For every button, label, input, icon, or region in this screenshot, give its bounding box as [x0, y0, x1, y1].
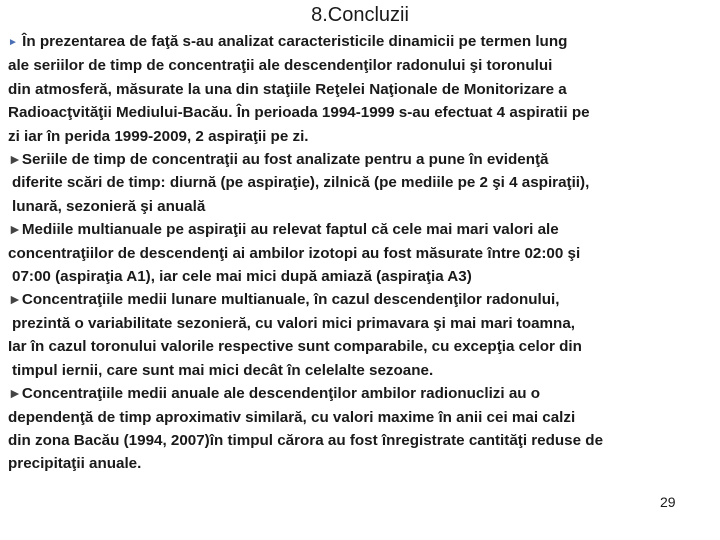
- paragraph-1-line-1: [8, 30, 716, 54]
- bullet-icon: ►: [8, 221, 22, 238]
- paragraph-1-line-2: ale seriilor de timp de concentraţii ale descendenţilor radonului şi toronului: [8, 57, 553, 75]
- paragraph-5-line-3: din zona Bacău (1994, 2007)în timpul cărora au fost înregistrate cantităţi reduse de: [8, 431, 604, 449]
- paragraph-3-line-1: [8, 218, 716, 241]
- paragraph-2-line-1: [8, 148, 716, 171]
- paragraph-3-line-2: concentraţiilor de descendenţi ai ambilor izotopi au fost măsurate între 02:00 şi: [8, 244, 581, 262]
- paragraph-4-line-1: [8, 288, 716, 311]
- bullet-icon: ►: [8, 291, 22, 308]
- paragraph-5-line-1: [8, 382, 716, 405]
- paragraph-4-line-3: Iar în cazul toronului valorile respective sunt comparabile, cu excepţia celor din: [8, 338, 582, 356]
- bullet-icon: ►: [8, 385, 22, 402]
- paragraph-5-line-2: dependenţă de timp aproximativ similară, cu valori maxime în anii cei mai calzi: [8, 408, 576, 426]
- paragraph-1-line-4: Radioacţvităţii Mediului-Bacău. În perioada 1994-1999 s-au efectuat 4 aspiratii pe: [8, 104, 590, 122]
- paragraph-3-line-3: 07:00 (aspiraţia A1), iar cele mai mici după amiază (aspiraţia A3): [12, 268, 472, 286]
- paragraph-4-line-2: prezintă o variabilitate sezonieră, cu valori mici primavara şi mai mari toamna,: [12, 314, 576, 332]
- text-line: Concentraţiile medii lunare multianuale, în cazul descendenţilor radonului,: [21, 291, 560, 309]
- text-line: Mediile multianuale pe aspiraţii au relevat faptul că cele mai mari valori ale: [21, 221, 559, 239]
- paragraph-5-line-4: precipitaţii anuale.: [8, 455, 142, 473]
- paragraph-1-line-5: zi iar în perida 1999-2009, 2 aspiraţii pe zi.: [8, 127, 309, 145]
- page-number: 29: [660, 494, 676, 510]
- slide-title: 8.Concluzii: [311, 4, 409, 26]
- paragraph-2-line-3: lunară, sezonieră şi anuală: [12, 197, 206, 215]
- slide-body: [8, 30, 716, 476]
- text-line: Seriile de timp de concentraţii au fost analizate pentru a pune în evidenţă: [21, 151, 549, 169]
- bullet-icon: ►: [8, 151, 22, 168]
- bullet-icon: ►: [8, 37, 18, 48]
- paragraph-2-line-2: diferite scări de timp: diurnă (pe aspiraţie), zilnică (pe mediile pe 2 şi 4 aspiraţii),: [12, 174, 590, 192]
- paragraph-4-line-4: timpul iernii, care sunt mai mici decât în celelalte sezoane.: [12, 361, 434, 379]
- text-line: Concentraţiile medii anuale ale descendenţilor ambilor radionuclizi au o: [21, 385, 541, 403]
- paragraph-1-line-3: din atmosferă, măsurate la una din staţiile Reţelei Naţionale de Monitorizare a: [8, 80, 567, 98]
- text-line: În prezentarea de faţă s-au analizat caracteristicile dinamicii pe termen lung: [22, 33, 568, 50]
